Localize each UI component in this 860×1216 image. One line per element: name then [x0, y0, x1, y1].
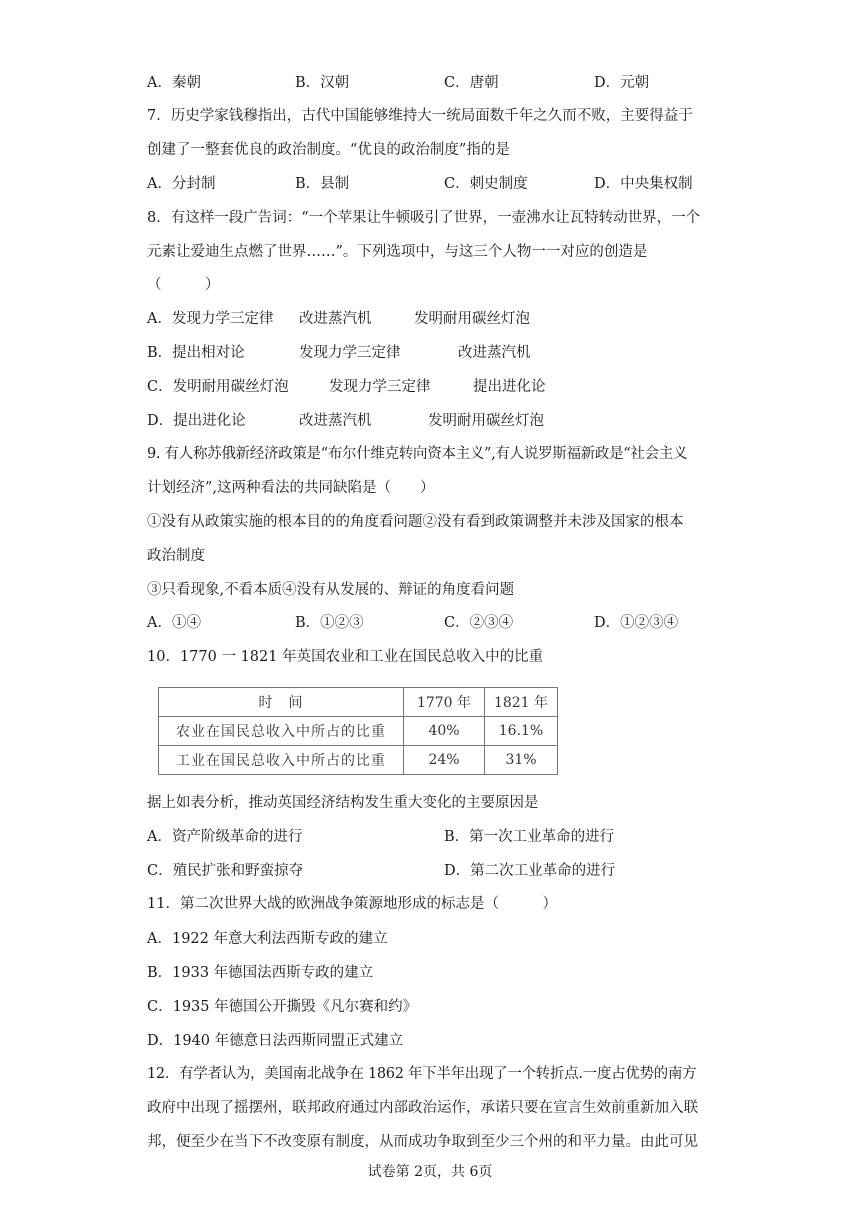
q8-option-d-part1: D．提出进化论	[147, 413, 246, 429]
q8-option-a-part2: 改进蒸汽机	[299, 311, 372, 327]
q6-option-b: B．汉朝	[295, 75, 350, 91]
q8-option-d-part3: 发明耐用碳丝灯泡	[428, 413, 544, 429]
q11-option-b: B．1933 年德国法西斯专政的建立	[147, 965, 374, 981]
table-cell: 40%	[404, 717, 485, 746]
q7-option-a: A．分封制	[147, 176, 216, 192]
q7-stem-line2: 创建了一整套优良的政治制度。“优良的政治制度”指的是	[147, 142, 510, 158]
q10-option-b: B．第一次工业革命的进行	[444, 829, 615, 845]
q8-option-b-part3: 改进蒸汽机	[458, 345, 531, 361]
q12-stem-line3: 邦，便至少在当下不改变原有制度，从而成功争取到至少三个州的和平力量。由此可见	[147, 1134, 698, 1150]
q8-stem-line2: 元素让爱迪生点燃了世界……”。下列选项中，与这三个人物一一对应的创造是	[147, 244, 648, 260]
q11-option-d: D．1940 年德意日法西斯同盟正式建立	[147, 1033, 404, 1049]
q9-option-d: D．①②③④	[594, 615, 679, 631]
table-header-cell: 1821 年	[485, 688, 558, 717]
q10-option-c: C．殖民扩张和野蛮掠夺	[147, 863, 304, 879]
q6-option-c: C．唐朝	[444, 75, 499, 91]
q8-option-a-part1: A．发现力学三定律	[147, 311, 274, 327]
q8-option-d-part2: 改进蒸汽机	[299, 413, 372, 429]
q9-option-b: B．①②③	[295, 615, 364, 631]
q8-option-b-part1: B．提出相对论	[147, 345, 245, 361]
q11-option-c: C．1935 年德国公开撕毁《凡尔赛和约》	[147, 999, 418, 1015]
q8-option-a-part3: 发明耐用碳丝灯泡	[414, 311, 530, 327]
q8-option-b-part2: 发现力学三定律	[299, 345, 401, 361]
q9-stem-line4: 政治制度	[147, 548, 205, 564]
q7-stem-line1: 7．历史学家钱穆指出，古代中国能够维持大一统局面数千年之久而不败，主要得益于	[147, 108, 693, 124]
table-cell: 农业在国民总收入中所占的比重	[159, 717, 404, 746]
q8-stem-line1: 8．有这样一段广告词：“一个苹果让牛顿吸引了世界，一壶沸水让瓦特转动世界，一个	[147, 210, 701, 226]
q7-option-b: B．县制	[295, 176, 350, 192]
q12-stem-line2: 政府中出现了摇摆州，联邦政府通过内部政治运作，承诺只要在宣言生效前重新加入联	[147, 1100, 698, 1116]
q6-option-a: A．秦朝	[147, 75, 201, 91]
q10-question: 据上如表分析，推动英国经济结构发生重大变化的主要原因是	[147, 795, 539, 811]
q11-option-a: A．1922 年意大利法西斯专政的建立	[147, 931, 388, 947]
page-footer: 试卷第 2页，共 6页	[367, 1164, 493, 1180]
table-header-cell: 1770 年	[404, 688, 485, 717]
table-cell: 31%	[485, 746, 558, 775]
q10-data-table	[158, 687, 558, 775]
table-row	[159, 746, 558, 775]
q7-option-c: C．刺史制度	[444, 176, 528, 192]
q8-option-c-part1: C．发明耐用碳丝灯泡	[147, 379, 289, 395]
q7-option-d: D．中央集权制	[594, 176, 693, 192]
table-header-row	[159, 688, 558, 717]
q9-option-c: C．②③④	[444, 615, 514, 631]
q10-option-d: D．第二次工业革命的进行	[444, 863, 616, 879]
q9-stem-line5: ③只看现象,不看本质④没有从发展的、辩证的角度看问题	[147, 582, 515, 598]
q9-stem-line2: 计划经济”,这两种看法的共同缺陷是（ ）	[147, 480, 435, 496]
q12-stem-line1: 12．有学者认为，美国南北战争在 1862 年下半年出现了一个转折点.一度占优势的南方	[147, 1066, 697, 1082]
table-cell: 工业在国民总收入中所占的比重	[159, 746, 404, 775]
q9-option-a: A．①④	[147, 615, 201, 631]
q8-stem-line3: （ ）	[147, 277, 220, 293]
q11-stem: 11．第二次世界大战的欧洲战争策源地形成的标志是（ ）	[147, 896, 557, 912]
table-cell: 16.1%	[485, 717, 558, 746]
q10-option-a: A．资产阶级革命的进行	[147, 829, 303, 845]
table-row	[159, 717, 558, 746]
q8-option-c-part3: 提出进化论	[473, 379, 546, 395]
q6-option-d: D．元朝	[594, 75, 650, 91]
table-header-cell: 时 间	[159, 688, 404, 717]
q10-title: 10．1770 一 1821 年英国农业和工业在国民总收入中的比重	[147, 649, 544, 665]
q9-stem-line3: ①没有从政策实施的根本目的的角度看问题②没有看到政策调整并未涉及国家的根本	[147, 514, 684, 530]
q8-option-c-part2: 发现力学三定律	[329, 379, 431, 395]
table-cell: 24%	[404, 746, 485, 775]
q9-stem-line1: 9. 有人称苏俄新经济政策是“布尔什维克转向资本主义”,有人说罗斯福新政是“社会主义	[147, 446, 688, 462]
